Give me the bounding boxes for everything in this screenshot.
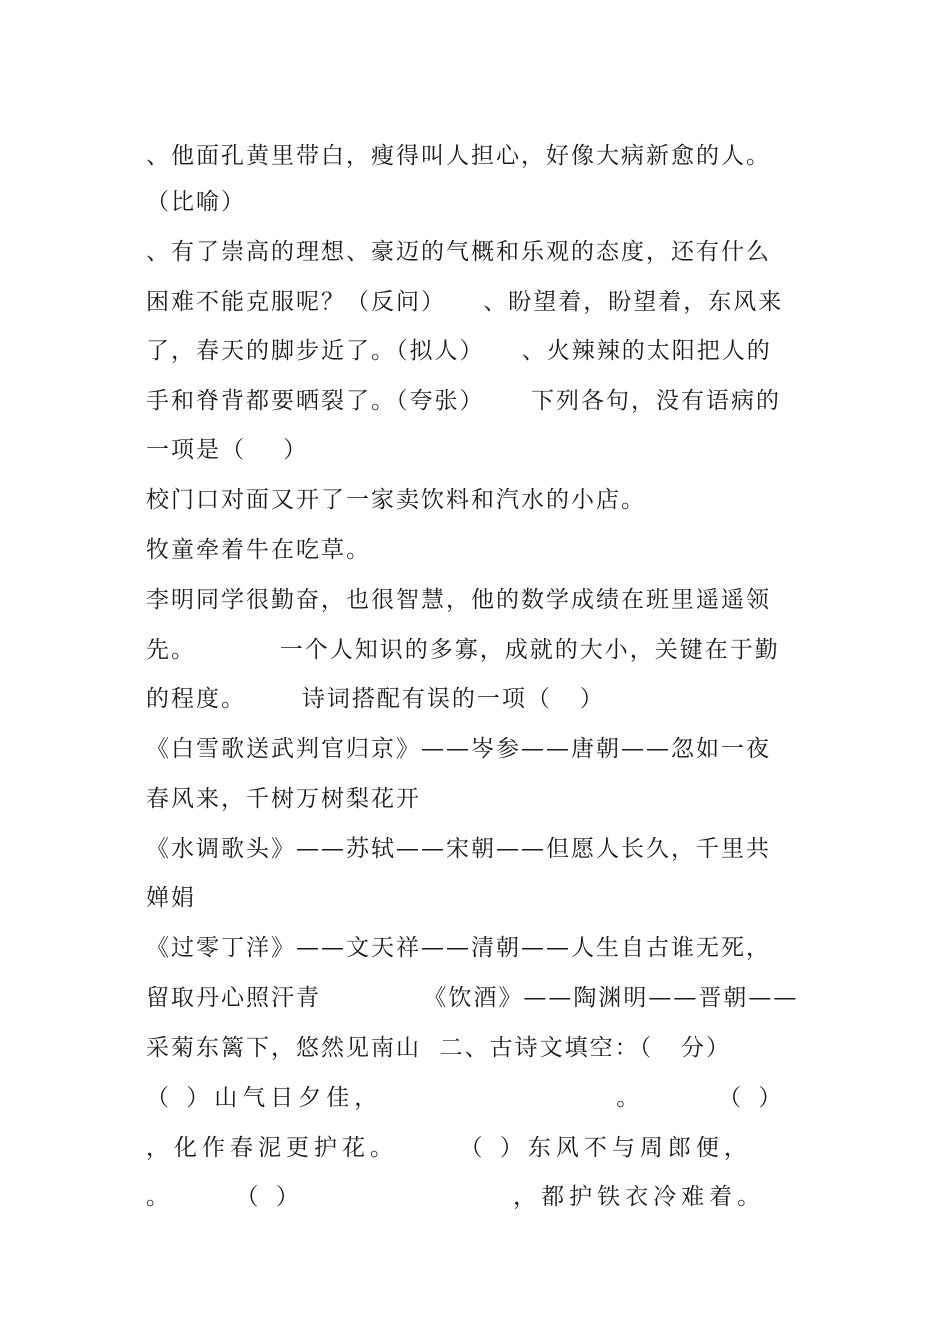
text-line: 一项是（ ） <box>146 437 309 463</box>
text-line: 校门口对面又开了一家卖饮料和汽水的小店。 <box>146 487 646 513</box>
text-line: 婵娟 <box>146 885 196 911</box>
text-line: 的程度。 诗词搭配有误的一项（ ） <box>146 686 605 712</box>
text-line: 了，春天的脚步近了。（拟人） 、火辣辣的太阳把人的 <box>146 338 772 364</box>
text-line: 先。 一个人知识的多寡，成就的大小，关键在于勤 <box>146 637 780 663</box>
text-line: （比喻） <box>146 189 246 215</box>
text-line: 留取丹心照汗青 《饮酒》——陶渊明——晋朝—— <box>146 985 799 1011</box>
text-line: 、他面孔黄里带白，瘦得叫人担心，好像大病新愈的人。 <box>146 143 771 169</box>
text-line: 《水调歌头》——苏轼——宋朝——但愿人长久，千里共 <box>146 836 771 862</box>
text-line: 《过零丁洋》——文天祥——清朝——人生自古谁无死， <box>146 935 771 961</box>
text-line: 《白雪歌送武判官归京》——岑参——唐朝——忽如一夜 <box>146 736 771 762</box>
text-line: 、有了崇高的理想、豪迈的气概和乐观的态度，还有什么 <box>146 239 771 265</box>
text-line: 春风来，千树万树梨花开 <box>146 786 421 812</box>
text-line: 困难不能克服呢？（反问） 、盼望着，盼望着，东风来 <box>146 289 784 315</box>
text-line: 牧童牵着牛在吃草。 <box>146 537 371 563</box>
text-line: 采菊东篱下，悠然见南山 二、古诗文填空：（ 分） <box>146 1035 732 1061</box>
text-line: 手和脊背都要晒裂了。（夸张） 下列各句，没有语病的 <box>146 388 782 414</box>
text-line: （ ）山气日夕佳， 。 （ ） <box>146 1085 787 1111</box>
text-line: ，化作春泥更护花。 （ ）东风不与周郎便， <box>146 1135 752 1161</box>
text-line: 。 （ ） ，都护铁衣冷难着。 <box>146 1184 766 1210</box>
text-line: 李明同学很勤奋，也很智慧，他的数学成绩在班里遥遥领 <box>146 587 771 613</box>
